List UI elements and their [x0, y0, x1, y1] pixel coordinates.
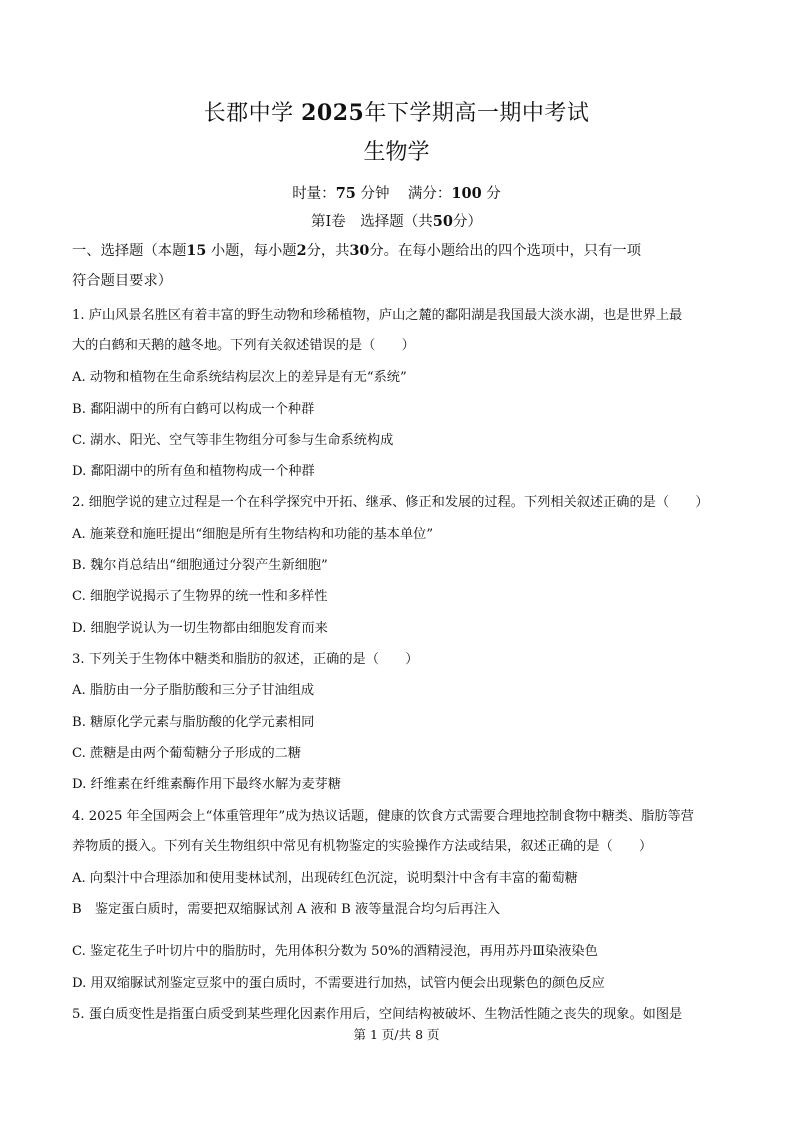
sec-n2: 2 [296, 243, 307, 259]
section-instruction-cont: 符合题目要求） [72, 273, 173, 289]
q1-option-c: C. 湖水、阳光、空气等非生物组分可参与生命系统构成 [72, 433, 394, 448]
page-footer: 第 1 页/共 8 页 [353, 1027, 440, 1042]
q1-stem: 1. 庐山风景名胜区有着丰富的野生动物和珍稀植物，庐山之麓的鄱阳湖是我国最大淡水湖，也是世界上最 [72, 308, 683, 323]
q1-option-a: A. 动物和植物在生命系统结构层次上的差异是有无“系统” [72, 370, 407, 385]
time-value: 75 [335, 185, 356, 202]
title-year: 2025 [301, 100, 365, 126]
q4-option-d: D. 用双缩脲试剂鉴定豆浆中的蛋白质时，不需要进行加热，试管内便会出现紫色的颜色反应 [72, 976, 605, 991]
title-school: 长郡中学 [203, 101, 294, 126]
sec-b: 小题，每小题 [206, 243, 297, 259]
sec-d: 分。在每小题给出的四个选项中，只有一项 [369, 243, 641, 259]
q4-option-b: B 鉴定蛋白质时，需要把双缩脲试剂 A 液和 B 液等量混合均匀后再注入 [72, 902, 501, 917]
q2-option-d: D. 细胞学说认为一切生物都由细胞发育而来 [72, 621, 328, 636]
q4-stem: 4. 2025 年全国两会上“体重管理年”成为热议话题，健康的饮食方式需要合理地控制食物中糖类、脂肪等营 [72, 809, 694, 824]
part-prefix: 第Ⅰ卷 选择题（共 [311, 214, 433, 230]
part-heading [0, 210, 793, 231]
score-unit: 分 [481, 186, 501, 202]
q4-stem-cont: 养物质的摄入。下列有关生物组织中常见有机物鉴定的实验操作方法或结果，叙述正确的是（ ） [72, 839, 653, 854]
q1-stem-cont: 大的白鹤和天鹅的越冬地。下列有关叙述错误的是（ ） [72, 338, 415, 353]
sec-n1: 15 [186, 243, 207, 259]
section-instruction [72, 240, 732, 260]
q3-option-b: B. 糖原化学元素与脂肪酸的化学元素相同 [72, 715, 315, 730]
q2-option-a: A. 施莱登和施旺提出“细胞是所有生物结构和功能的基本单位” [72, 527, 434, 542]
q2-stem: 2. 细胞学说的建立过程是一个在科学探究中开拓、继承、修正和发展的过程。下列相关叙述正确的是（ ） [72, 495, 709, 510]
q3-stem: 3. 下列关于生物体中糖类和脂肪的叙述，正确的是（ ） [72, 652, 419, 667]
exam-meta [0, 182, 793, 203]
q2-option-b: B. 魏尔肖总结出“细胞通过分裂产生新细胞” [72, 558, 328, 573]
q4-option-a: A. 向梨汁中合理添加和使用斐林试剂，出现砖红色沉淀，说明梨汁中含有丰富的葡萄糖 [72, 871, 578, 886]
sec-c: 分，共 [306, 243, 350, 259]
q1-option-d: D. 鄱阳湖中的所有鱼和植物构成一个种群 [72, 464, 315, 479]
subject-title: 生物学 [363, 140, 430, 165]
q3-option-c: C. 蔗糖是由两个葡萄糖分子形成的二糖 [72, 746, 302, 761]
sec-a: 一、选择题（本题 [72, 243, 187, 259]
q2-option-c: C. 细胞学说揭示了生物界的统一性和多样性 [72, 589, 328, 604]
part-suffix: 分） [452, 214, 482, 230]
time-unit: 分钟 [355, 186, 390, 202]
score-value: 100 [451, 185, 482, 202]
score-label: 满分： [407, 186, 452, 202]
exam-title [0, 96, 793, 127]
q3-option-a: A. 脂肪由一分子脂肪酸和三分子甘油组成 [72, 683, 315, 698]
q1-option-b: B. 鄱阳湖中的所有白鹤可以构成一个种群 [72, 402, 315, 417]
title-text: 年下学期高一期中考试 [364, 101, 590, 126]
q5-stem: 5. 蛋白质变性是指蛋白质受到某些理化因素作用后，空间结构被破坏、生物活性随之丧失的现象。如图是 [72, 1007, 683, 1022]
sec-n3: 30 [349, 243, 370, 259]
time-label: 时量： [292, 186, 336, 202]
q4-option-c: C. 鉴定花生子叶切片中的脂肪时，先用体积分数为 50%的酒精浸泡，再用苏丹Ⅲ染液染色 [72, 944, 598, 959]
q3-option-d: D. 纤维素在纤维素酶作用下最终水解为麦芽糖 [72, 777, 342, 792]
part-score: 50 [432, 213, 453, 230]
